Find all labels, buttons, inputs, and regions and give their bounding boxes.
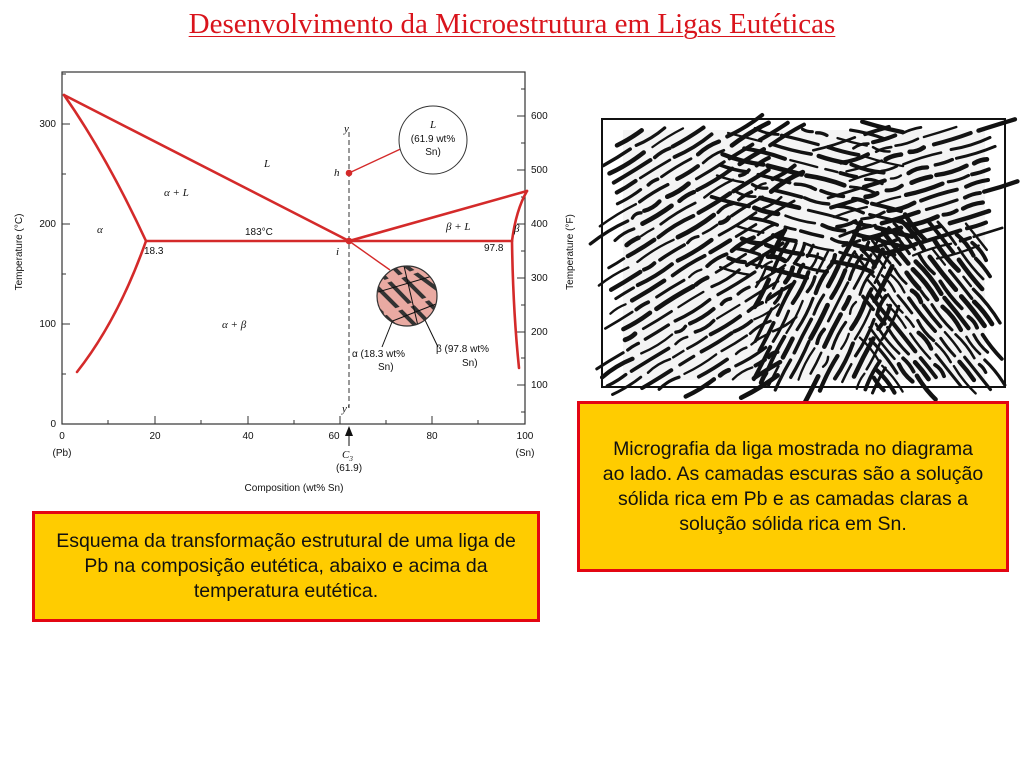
y-right-tick-label: 200: [531, 327, 548, 338]
x-tick-label: 0: [59, 431, 65, 442]
point-i-label: i: [336, 246, 340, 258]
left-axis-ticks: [62, 74, 70, 424]
phase-diagram: [0, 60, 576, 505]
caption-left: [32, 511, 540, 622]
eutectic-temp-label: 183°C: [245, 227, 273, 238]
slide-title: Desenvolvimento da Microestrutura em Ligas Eutéticas: [188, 8, 836, 40]
region-alpha-liquid: α + L: [164, 187, 189, 199]
alpha-callout-line: α (18.3 wt%: [352, 349, 406, 360]
region-beta-liquid: β + L: [446, 221, 471, 233]
liquid-callout-line: Sn): [425, 147, 441, 158]
y-right-tick-label: 500: [531, 165, 548, 176]
x-axis-label: Composition (wt% Sn): [244, 483, 344, 494]
point-h-label: h: [334, 167, 340, 179]
y-left-tick-label: 0: [50, 419, 56, 430]
y-right-tick-label: 300: [531, 273, 548, 284]
y-left-tick-label: 100: [39, 319, 56, 330]
caption-right-text: Micrografia da liga mostrada no diagrama ao lado. As camadas escuras são a solução sólida rica em Pb e as camadas claras a solução sólida rica em Sn.: [602, 437, 984, 535]
liquid-callout-label: L: [429, 119, 437, 131]
liquidus-right: [349, 191, 527, 241]
y-left-axis-label: Temperature (°C): [14, 213, 25, 291]
bottom-axis-ticks: [62, 416, 525, 424]
liquid-callout-line: (61.9 wt%: [410, 134, 456, 145]
y-left-tick-label: 300: [39, 119, 56, 130]
region-beta: β: [514, 223, 520, 235]
alpha-max-label: 18.3: [144, 246, 164, 257]
x-end-label-pb: (Pb): [52, 448, 72, 459]
y-right-axis-label: Temperature (°F): [565, 214, 576, 290]
x-tick-label: 20: [149, 431, 161, 442]
composition-arrow-icon: [345, 426, 353, 436]
y-right-tick-label: 100: [531, 380, 548, 391]
alpha-callout-line: Sn): [378, 362, 394, 373]
y-right-tick-label: 400: [531, 219, 548, 230]
y-right-tick-label: 600: [531, 111, 548, 122]
composition-marker-value: (61.9): [335, 463, 363, 474]
region-liquid: L: [264, 158, 271, 170]
micrograph-image: [623, 130, 985, 380]
solvus-beta: [512, 241, 519, 368]
solvus-alpha: [77, 241, 146, 372]
region-alpha: α: [97, 224, 103, 236]
y-left-tick-label: 200: [39, 219, 56, 230]
x-tick-label: 60: [328, 431, 340, 442]
caption-left-text: Esquema da transformação estrutural de uma liga de Pb na composição eutética, abaixo e acima da temperatura eutética.: [56, 530, 516, 602]
liquidus-left: [64, 95, 349, 241]
micrograph-frame: [601, 118, 1006, 388]
point-y-top: y: [344, 123, 349, 135]
beta-callout-line: Sn): [462, 358, 478, 369]
region-alpha-beta: α + β: [222, 319, 247, 331]
composition-marker-label: $C_3$: [342, 449, 353, 463]
x-tick-label: 40: [242, 431, 254, 442]
beta-callout-line: β (97.8 wt%: [436, 344, 489, 355]
point-y-bottom: y′: [342, 403, 350, 415]
x-tick-label: 100: [516, 431, 534, 442]
caption-right: [577, 401, 1009, 572]
x-end-label-sn: (Sn): [515, 448, 535, 459]
x-tick-label: 80: [426, 431, 438, 442]
beta-min-label: 97.8: [484, 243, 504, 254]
